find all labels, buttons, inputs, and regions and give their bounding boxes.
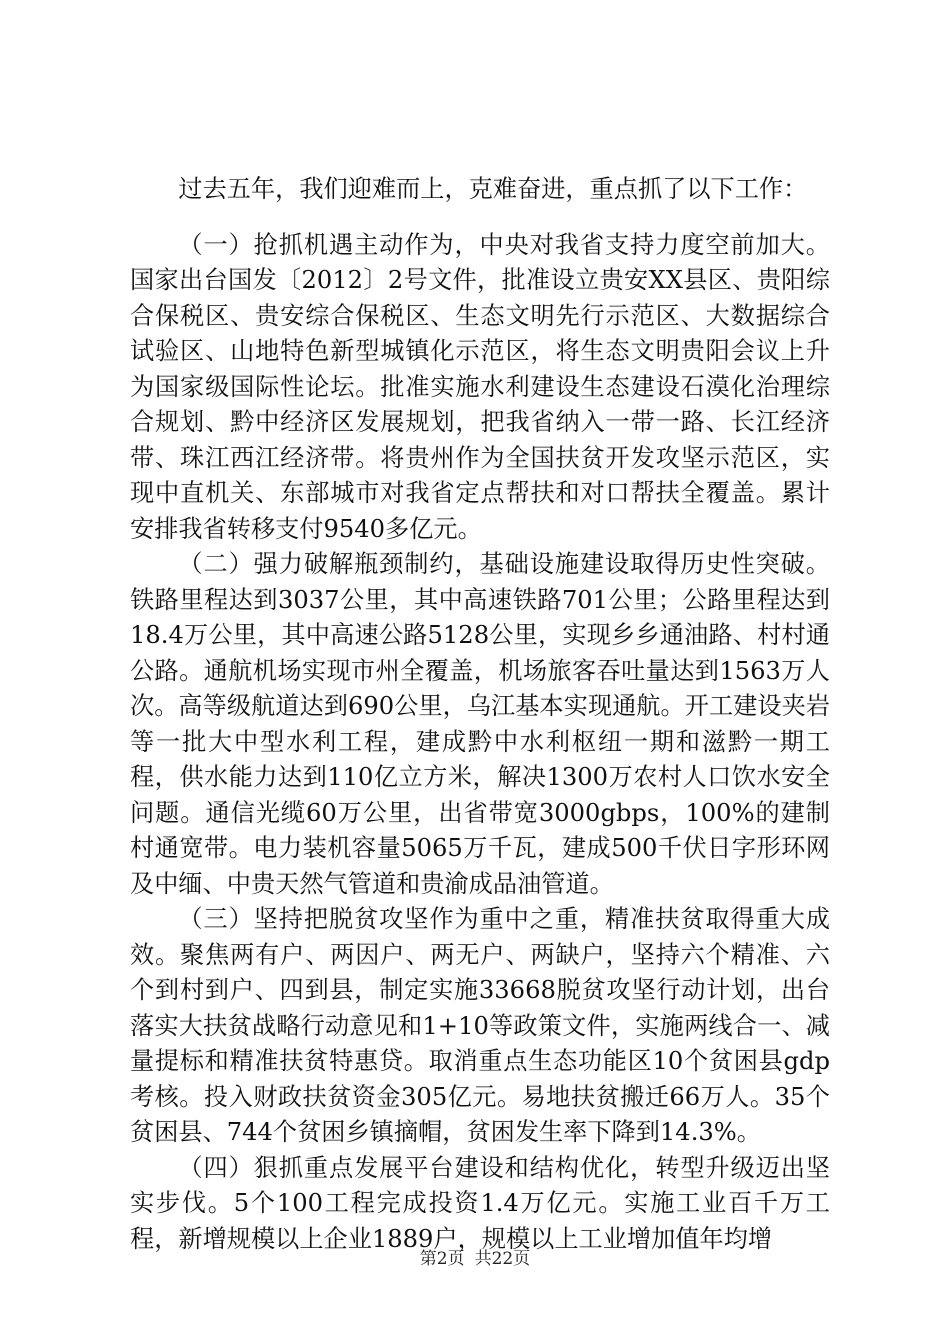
page-footer (0, 1244, 950, 1269)
page-total: 共22页 (474, 1249, 531, 1269)
document-body (130, 172, 830, 1257)
paragraph-3: （三）坚持把脱贫攻坚作为重中之重，精准扶贫取得重大成效。聚焦两有户、两因户、两无户、两缺户，坚持六个精准、六个到村到户、四到县，制定实施33668脱贫攻坚行动计划，出台落实大扶贫战略行动意见和1+10等政策文件，实施两线合一、减量提标和精准扶贫特惠贷。取消重点生态功能区10个贫困县gdp考核。投入财政扶贫资金305亿元。易地扶贫搬迁66万人。35个贫困县、744个贫困乡镇摘帽，贫困发生率下降到14.3%。 (130, 905, 830, 1146)
page-number: 第2页 (419, 1249, 465, 1269)
paragraph-2: （二）强力破解瓶颈制约，基础设施建设取得历史性突破。铁路里程达到3037公里，其中高速铁路701公里；公路里程达到18.4万公里，其中高速公路5128公里，实现乡乡通油路、村村通公路。通航机场实现市州全覆盖，机场旅客吞吐量达到1563万人次。高等级航道达到690公里，乌江基本实现通航。开工建设夹岩等一批大中型水利工程，建成黔中水利枢纽一期和滋黔一期工程，供水能力达到110亿立方米，解决1300万农村人口饮水安全问题。通信光缆60万公里，出省带宽3000gbps，100%的建制村通宽带。电力装机容量5065万千瓦，建成500千伏日字形环网及中缅、中贵天然气管道和贵渝成品油管道。 (130, 550, 830, 898)
paragraph-4: （四）狠抓重点发展平台建设和结构优化，转型升级迈出坚实步伐。5个100工程完成投资1.4万亿元。实施工业百千万工程，新增规模以上企业1889户，规模以上工业增加值年均增 (130, 1153, 830, 1253)
paragraph-1: （一）抢抓机遇主动作为，中央对我省支持力度空前加大。国家出台国发〔2012〕2号文件，批准设立贵安XX县区、贵阳综合保税区、贵安综合保税区、生态文明先行示范区、大数据综合试验区、山地特色新型城镇化示范区，将生态文明贵阳会议上升为国家级国际性论坛。批准实施水利建设生态建设石漠化治理综合规划、黔中经济区发展规划，把我省纳入一带一路、长江经济带、珠江西江经济带。将贵州作为全国扶贫开发攻坚示范区，实现中直机关、东部城市对我省定点帮扶和对口帮扶全覆盖。累计安排我省转移支付9540多亿元。 (130, 230, 830, 543)
intro-paragraph: 过去五年，我们迎难而上，克难奋进，重点抓了以下工作： (178, 175, 808, 203)
